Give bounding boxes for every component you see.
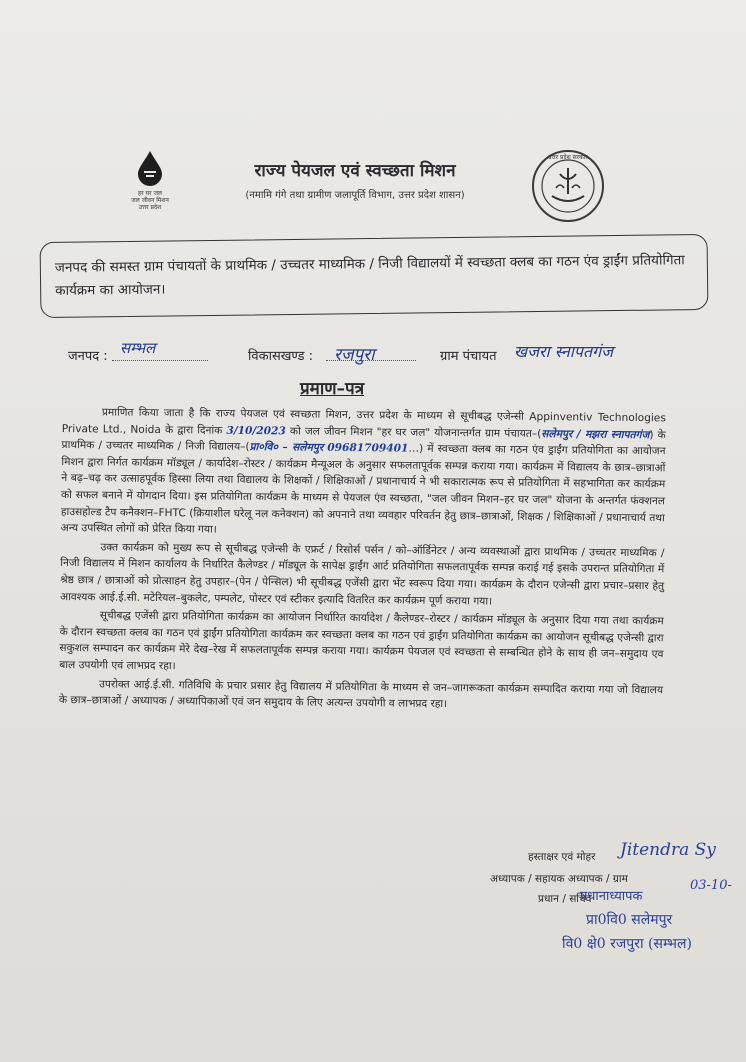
panchayat-value: खजरा स्नापतगंज — [514, 342, 613, 361]
up-government-emblem — [530, 148, 606, 224]
headmaster-stamp: प्रधानाध्यापक — [580, 889, 643, 904]
sign-label: हस्ताक्षर एवं मोहर — [528, 851, 596, 863]
signature: Jitendra Sy — [620, 840, 716, 860]
certificate-title: प्रमाण–पत्र — [300, 379, 365, 399]
location-fields — [68, 338, 708, 368]
district-label: जनपद : — [68, 349, 108, 364]
district-value: सम्भल — [120, 339, 156, 357]
p1-part-b: को जल जीवन मिशन "हर घर जल" योजनान्तर्गत ग्राम पंचायत–( — [289, 424, 542, 440]
handwritten-phone: 09681709401 — [327, 441, 409, 455]
mission-subtitle: (नमामि गंगे तथा ग्रामीण जलापूर्ति विभाग, उत्तर प्रदेश शासन) — [245, 190, 465, 201]
block-label: विकासखण्ड : — [248, 349, 314, 364]
logo-caption-3: उत्तर प्रदेश — [138, 204, 162, 211]
school-stamp-line-1: प्रा0वि0 सलेमपुर — [586, 912, 673, 928]
handwritten-school: प्रा०वि० – सलेमपुर — [249, 441, 324, 454]
p1-part-c: ) के प्राथमिक / उच्चतर माध्यमिक / निजी विद्यालय–( — [61, 428, 666, 454]
logo-caption-2: जल जीवन मिशन — [131, 197, 169, 204]
subject-banner — [40, 234, 709, 318]
signature-block — [480, 840, 746, 960]
logo-caption-1: हर घर जल — [138, 190, 162, 197]
paragraph-4: उपरोक्त आई.ई.सी. गतिविधि के प्रचार प्रसार हेतु विद्यालय में प्रतियोगिता के माध्यम से जन–जागरूकता कार्यक्रम सम्पादित कराया गया जो विद्यालय के छात्र–छात्राओं / अध्यापक / अध्यापिकाओं एवं जन समुदाय के लिए अत्यन्त उपयोगी व लाभप्रद रहा। — [58, 677, 664, 711]
district-dotted-line — [112, 360, 208, 361]
certificate-body — [59, 404, 666, 717]
handwritten-panchayat: सलेमपुर / मझरा स्नापतगंज — [541, 427, 650, 441]
jal-jeevan-logo — [120, 150, 180, 230]
paragraph-2: उक्त कार्यक्रम को मुख्य रूप से सूचीबद्ध एजेन्सी के एफ्रर्ट / रिसोर्स पर्सन / को–ऑर्डिनेटर / अन्य व्यवस्थाओं द्वारा प्राथमिक / उच्चतर माध्यमिक / निजी विद्यालय में मिशन कार्यालय के निर्धारित कैलेण्डर / मॉड्यूल के सापेक्ष ड्राईंग आर्ट प्रतियोगिता सफलतापूर्वक सम्पन्न कराई गई इसके उपरान्त प्रतियोगिता में श्रेष्ठ छात्र / छात्राओं को प्रोत्साहन हेतु उपहार–(पेन / पेन्सिल) भी सूचीबद्ध एजेंसी द्वारा भेंट स्वरूप दिया गया। कार्यक्रम के दौरान एजेन्सी द्वारा प्रचार–प्रसार हेतु आवश्यक आई.ई.सी. मटेरियल–बुकलेट, पम्पलेट, पोस्टर एवं स्टीकर इत्यादि वितरित कर कार्यक्रम पूर्ण कराया गया। — [59, 541, 665, 608]
water-drop-icon — [135, 150, 165, 186]
paragraph-1 — [61, 404, 666, 543]
banner-text: जनपद की समस्त ग्राम पंचायतों के प्राथमिक / उच्चतर माध्यमिक / निजी विद्यालयों में स्वच्छता क्लब का गठन एंव ड्राईंग प्रतियोगिता कार्यक्रम का आयोजन। — [54, 252, 685, 299]
mission-title: राज्य पेयजल एवं स्वच्छता मिशन — [254, 161, 456, 181]
handwritten-date: 3/10/2023 — [226, 424, 286, 437]
role-line-2: प्रधान / सचिव — [538, 893, 592, 905]
role-line-1: अध्यापक / सहायक अध्यापक / ग्राम — [490, 873, 628, 885]
school-stamp-line-2: वि0 क्षे0 रजपुरा (सम्भल) — [562, 936, 692, 952]
panchayat-label: ग्राम पंचायत — [440, 349, 497, 364]
block-value: रजपुरा — [334, 345, 375, 365]
p1-part-a: प्रमाणित किया जाता है कि राज्य पेयजल एवं स्वच्छता मिशन, उत्तर प्रदेश के माध्यम से सूचीबद्ध एजेन्सी Appinventiv Technologies Private Ltd., Noida के द्वारा दिनांक — [61, 406, 666, 437]
p1-part-d: …) में स्वच्छता क्लब का गठन एंव ड्राईंग प्रतियोगिता का आयोजन मिशन द्वारा निर्गत कार्यक्रम मॉड्यूल / कार्यादेश–रोस्टर / कार्यक्रम मैन्यूअल के अनुसार सफलतापूर्वक सम्पन्न कराया गया। कार्यक्रम में विद्यालय के छात्र–छात्राओं ने बढ़–चढ़ कर उत्साहपूर्वक हिस्सा लिया तथा विद्यालय के शिक्षकों / शिक्षिकाओं / प्रधानाचार्य ने भी सकारात्मक रूप से प्रतियोगिता में सहभागिता कर कार्यक्रम को सफल बनाने में योगदान दिया। इस प्रतियोगिता कार्यक्रम के माध्यम से पेयजल एंव स्वच्छता, "जल जीवन मिशन–हर घर जल" योजना के अन्तर्गत फंक्शनल हाउसहोल्ड टैप कनैक्शन–FHTC (क्रियाशील घरेलू नल कनेक्शन) को अपनाने तथा व्यवहार परिवर्तन हेतु छात्र–छात्राओं, शिक्षक / शिक्षिकाओं / प्रधानाचार्य तथा अन्य उपस्थित लोगों को प्रेरित किया गया। — [60, 442, 666, 536]
emblem-text: उत्तर प्रदेश सरकार — [548, 154, 588, 161]
signature-date: 03-10- — [690, 878, 732, 893]
mission-header — [190, 158, 520, 201]
paragraph-3: सूचीबद्ध एजेंसी द्वारा प्रतियोगिता कार्यक्रम का आयोजन निर्धारित कार्यादेश / कैलेण्डर–रोस्टर / कार्यक्रम मॉड्यूल के अनुसार दिया गया तथा कार्यक्रम के दौरान स्वच्छता क्लब का गठन एवं ड्राईंग प्रतियोगिता कार्यक्रम कर स्वच्छता क्लब का गठन एवं ड्राईंग प्रतियोगिता कार्यक्रम का आयोजन सूचीबद्ध एजेन्सी द्वारा सकुशल सम्पादन कर कार्यक्रम मेरे देख–रेख में सफलतापूर्वक सम्पन्न कराया गया। कार्यक्रम पेयजल एवं स्वच्छता से सम्बन्धित होने के साथ ही जन–समुदाय एव बाल उपयोगी एवं लाभप्रद रहा। — [59, 609, 664, 673]
